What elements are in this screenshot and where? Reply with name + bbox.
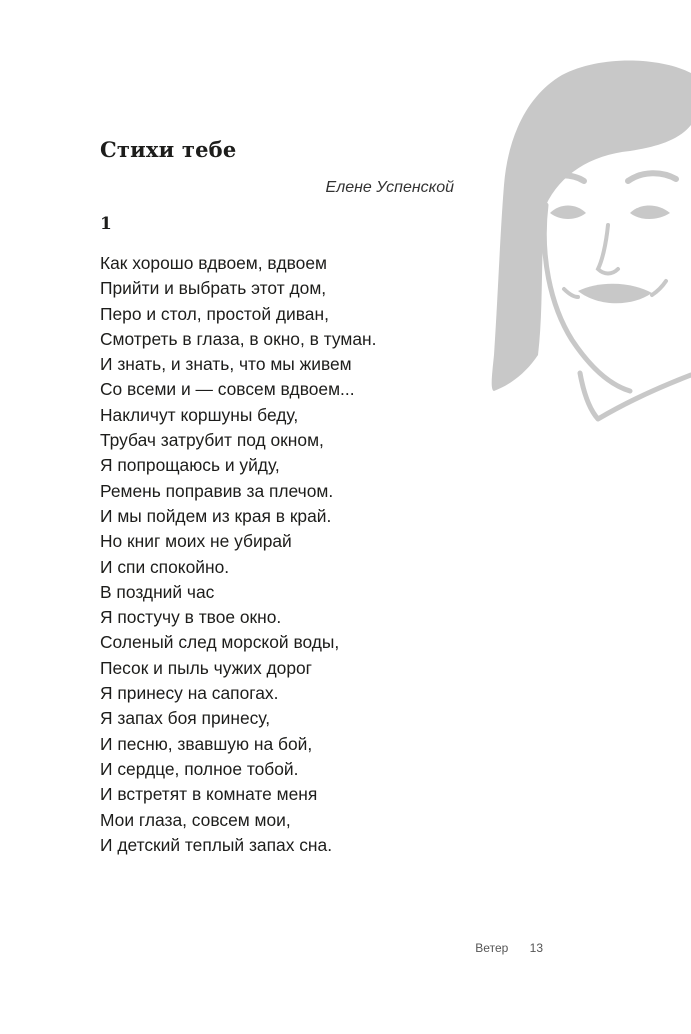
poem-line: Соленый след морской воды,	[100, 632, 340, 653]
poem-line: Прийти и выбрать этот дом,	[100, 278, 327, 299]
poem-line: И знать, и знать, что мы живем	[100, 354, 352, 375]
portrait-right-brow	[628, 173, 676, 181]
poem-line: И песню, звавшую на бой,	[100, 733, 313, 754]
poem-dedication: Елене Успенской	[325, 179, 454, 196]
portrait-hair	[492, 61, 691, 392]
poem-line: И встретят в комнате меня	[100, 784, 318, 805]
poem-line: И мы пойдем из края в край.	[100, 505, 332, 526]
poem-line: Песок и пыль чужих дорог	[100, 657, 313, 678]
portrait-right-eye	[630, 206, 670, 220]
page-footer	[400, 941, 543, 955]
running-title: Ветер	[475, 941, 509, 955]
poem-text	[100, 251, 376, 858]
portrait-nose	[598, 225, 618, 274]
poem-line: И детский теплый запах сна.	[100, 834, 333, 855]
poem-line: Я запах боя принесу,	[100, 708, 271, 729]
portrait-mouth	[578, 284, 652, 304]
portrait-neck	[580, 373, 691, 419]
poem-line: И спи спокойно.	[100, 556, 230, 577]
poem-line: Трубач затрубит под окном,	[100, 430, 324, 451]
poem-line: И сердце, полное тобой.	[100, 758, 299, 779]
poem-line: Ремень поправив за плечом.	[100, 480, 334, 501]
poem-line: Я принесу на сапогах.	[100, 683, 279, 704]
poem-line: Со всеми и — совсем вдвоем...	[100, 379, 355, 400]
poem-line: Как хорошо вдвоем, вдвоем	[100, 253, 327, 273]
poem-line: Я попрощаюсь и уйду,	[100, 455, 280, 476]
poem-line: Но книг моих не убирай	[100, 531, 292, 552]
poem-section-number: 1	[100, 214, 112, 234]
portrait-left-eye	[550, 206, 586, 220]
woman-portrait-illustration	[480, 55, 691, 435]
poem-line: В поздний час	[100, 581, 215, 602]
poem-title: Стихи тебе	[100, 137, 237, 162]
poem-line: Смотреть в глаза, в окно, в туман.	[100, 328, 377, 349]
poem-line: Я постучу в твое окно.	[100, 607, 282, 628]
poem-line: Перо и стол, простой диван,	[100, 303, 329, 324]
poem-line: Мои глаза, совсем мои,	[100, 809, 291, 830]
poem-line: Накличут коршуны беду,	[100, 404, 299, 425]
page-number: 13	[529, 941, 543, 955]
